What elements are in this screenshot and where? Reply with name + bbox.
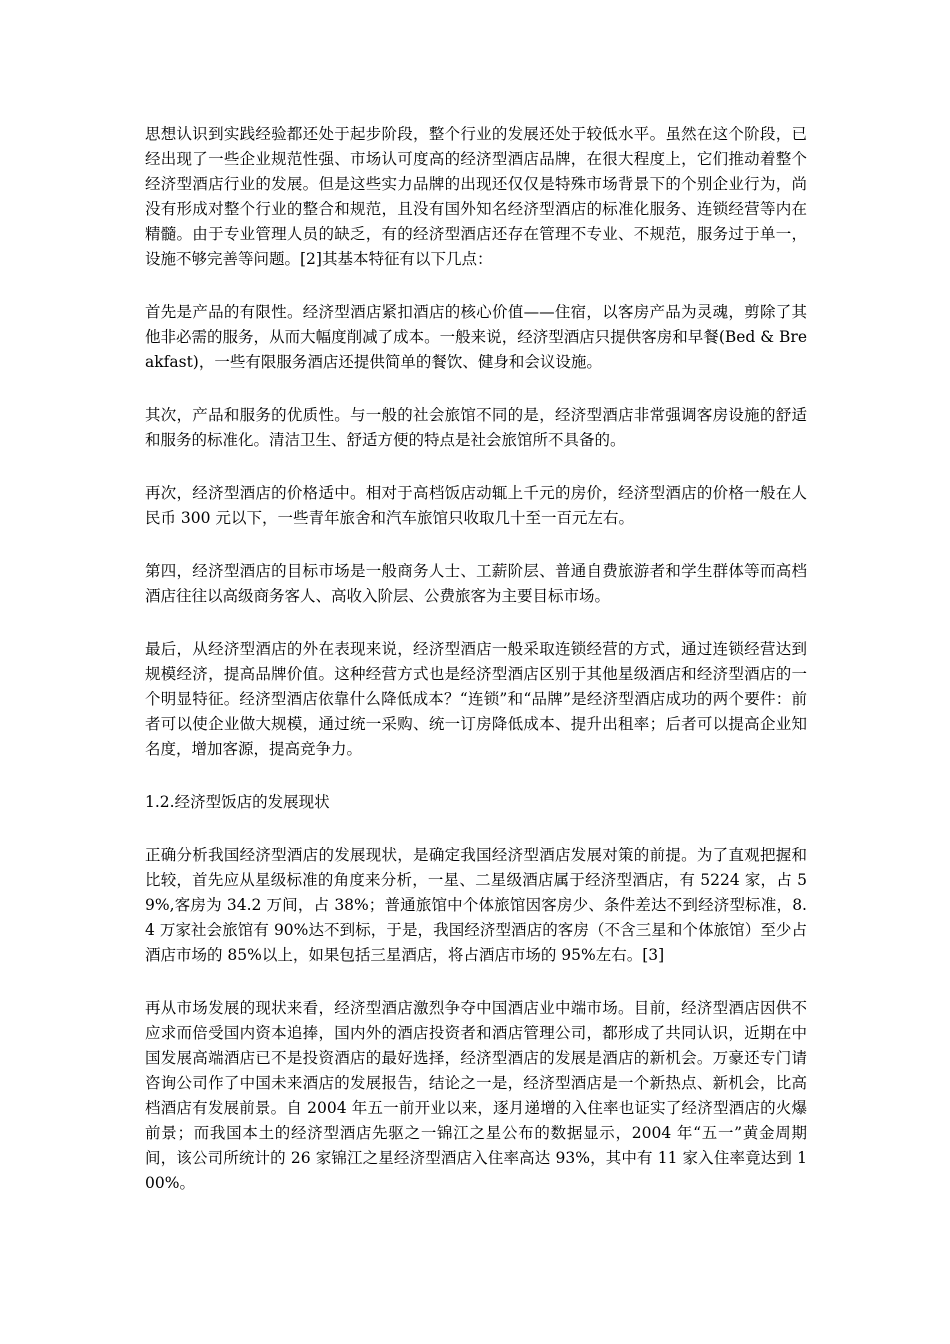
- paragraph-current-status-analysis: 正确分析我国经济型酒店的发展现状，是确定我国经济型酒店发展对策的前提。为了直观把握和比较，首先应从星级标准的角度来分析，一星、二星级酒店属于经济型酒店，有 5224 家，占 59%,客房为 34.2 万间，占 38%；普通旅馆中个体旅馆因客房少、条件差达不到经济型标准，8.4 万家社会旅馆有 90%达不到标，于是，我国经济型酒店的客房（不含三星和个体旅馆）至少占酒店市场的 85%以上，如果包括三星酒店，将占酒店市场的 95%左右。[3]: [145, 846, 807, 964]
- paragraph-market-development: 再从市场发展的现状来看，经济型酒店激烈争夺中国酒店业中端市场。目前，经济型酒店因供不应求而倍受国内资本追捧，国内外的酒店投资者和酒店管理公司，都形成了共同认识，近期在中国发展高端酒店已不是投资酒店的最好选择，经济型酒店的发展是酒店的新机会。万豪还专门请咨询公司作了中国未来酒店的发展报告，结论之一是，经济型酒店是一个新热点、新机会，比高档酒店有发展前景。自 2004 年五一前开业以来，逐月递增的入住率也证实了经济型酒店的火爆前景；而我国本土的经济型酒店先驱之一锦江之星公布的数据显示，2004 年“五一”黄金周期间，该公司所统计的 26 家锦江之星经济型酒店入住率高达 93%，其中有 11 家入住率竟达到 100%。: [145, 999, 807, 1192]
- paragraph-chain-operation: 最后，从经济型酒店的外在表现来说，经济型酒店一般采取连锁经营的方式，通过连锁经营达到规模经济，提高品牌价值。这种经营方式也是经济型酒店区别于其他星级酒店和经济型酒店的一个明显特征。经济型酒店依靠什么降低成本？“连锁”和“品牌”是经济型酒店成功的两个要件：前者可以使企业做大规模，通过统一采购、统一订房降低成本、提升出租率；后者可以提高企业知名度，增加客源，提高竞争力。: [145, 640, 807, 758]
- paragraph-basic-characteristics-intro: 思想认识到实践经验都还处于起步阶段，整个行业的发展还处于较低水平。虽然在这个阶段，已经出现了一些企业规范性强、市场认可度高的经济型酒店品牌，在很大程度上，它们推动着整个经济型酒店行业的发展。但是这些实力品牌的出现还仅仅是特殊市场背景下的个别企业行为，尚没有形成对整个行业的整合和规范，且没有国外知名经济型酒店的标准化服务、连锁经营等内在精髓。由于专业管理人员的缺乏，有的经济型酒店还存在管理不专业、不规范，服务过于单一，设施不够完善等问题。[2]其基本特征有以下几点：: [145, 125, 807, 268]
- paragraph-moderate-price: 再次，经济型酒店的价格适中。相对于高档饭店动辄上千元的房价，经济型酒店的价格一般在人民币 300 元以下，一些青年旅舍和汽车旅馆只收取几十至一百元左右。: [145, 484, 807, 527]
- document-page: [145, 122, 807, 1224]
- paragraph-product-limitation: 首先是产品的有限性。经济型酒店紧扣酒店的核心价值——住宿，以客房产品为灵魂，剪除了其他非必需的服务，从而大幅度削减了成本。一般来说，经济型酒店只提供客房和早餐(Bed & Breakfast)，一些有限服务酒店还提供简单的餐饮、健身和会议设施。: [145, 303, 807, 371]
- paragraph-service-quality: 其次，产品和服务的优质性。与一般的社会旅馆不同的是，经济型酒店非常强调客房设施的舒适和服务的标准化。清洁卫生、舒适方便的特点是社会旅馆所不具备的。: [145, 406, 807, 449]
- section-heading: 1.2.经济型饭店的发展现状: [145, 793, 330, 811]
- paragraph-target-market: 第四，经济型酒店的目标市场是一般商务人士、工薪阶层、普通自费旅游者和学生群体等而高档酒店往往以高级商务客人、高收入阶层、公费旅客为主要目标市场。: [145, 562, 807, 605]
